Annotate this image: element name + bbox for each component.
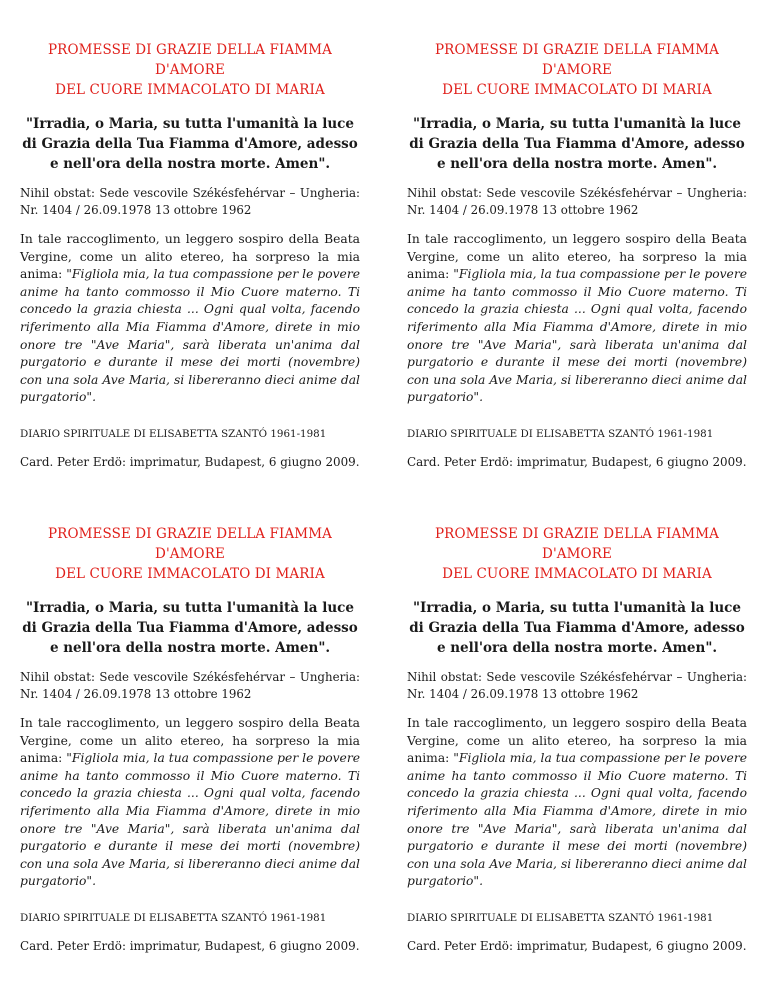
body-intro: In tale raccoglimento, un leggero sospiro della Beata Vergine, come un alito etereo, ha sorpreso la mia anima: bbox=[407, 232, 747, 282]
card-title-line-2: DEL CUORE IMMACOLATO DI MARIA bbox=[442, 82, 712, 98]
body-paragraph bbox=[407, 231, 747, 407]
body-quote: "Figliola mia, la tua compassione per le povere anime ha tanto commosso il Mio Cuore materno. Ti concedo la grazia chiesta ... Ogni qual volta, facendo riferimento alla Mia Fiamma d'Amore, direte in mio onore tre "Ave Maria", sarà liberata un'anima dal purgatorio e durante il mese dei morti (novembre) con una sola Ave Maria, si libereranno dieci anime dal purgatorio". bbox=[20, 267, 360, 405]
body-paragraph bbox=[20, 231, 360, 407]
nihil-obstat: Nihil obstat: Sede vescovile Székésfehérvar – Ungheria: Nr. 1404 / 26.09.1978 13 ottobre 1962 bbox=[407, 186, 747, 217]
body-intro: In tale raccoglimento, un leggero sospiro della Beata Vergine, come un alito etereo, ha sorpreso la mia anima: bbox=[20, 232, 360, 282]
body-intro: In tale raccoglimento, un leggero sospiro della Beata Vergine, come un alito etereo, ha sorpreso la mia anima: bbox=[20, 716, 360, 766]
prayer-text: "Irradia, o Maria, su tutta l'umanità la luce di Grazia della Tua Fiamma d'Amore, adesso e nell'ora della nostra morte. Amen". bbox=[409, 600, 745, 656]
card-title-line-1: PROMESSE DI GRAZIE DELLA FIAMMA D'AMORE bbox=[48, 526, 332, 562]
card-title bbox=[407, 524, 747, 584]
prayer-card bbox=[20, 524, 360, 955]
diary-source: DIARIO SPIRITUALE DI ELISABETTA SZANTÓ 1961-1981 bbox=[20, 427, 327, 440]
prayer-text: "Irradia, o Maria, su tutta l'umanità la luce di Grazia della Tua Fiamma d'Amore, adesso e nell'ora della nostra morte. Amen". bbox=[22, 116, 358, 172]
prayer-card bbox=[407, 40, 747, 471]
card-title bbox=[407, 40, 747, 100]
nihil-obstat: Nihil obstat: Sede vescovile Székésfehérvar – Ungheria: Nr. 1404 / 26.09.1978 13 ottobre 1962 bbox=[20, 670, 360, 701]
prayer-card bbox=[20, 40, 360, 471]
card-title bbox=[20, 524, 360, 584]
card-title-line-2: DEL CUORE IMMACOLATO DI MARIA bbox=[55, 82, 325, 98]
body-quote: "Figliola mia, la tua compassione per le povere anime ha tanto commosso il Mio Cuore materno. Ti concedo la grazia chiesta ... Ogni qual volta, facendo riferimento alla Mia Fiamma d'Amore, direte in mio onore tre "Ave Maria", sarà liberata un'anima dal purgatorio e durante il mese dei morti (novembre) con una sola Ave Maria, si libereranno dieci anime dal purgatorio". bbox=[407, 751, 747, 889]
imprimatur: Card. Peter Erdö: imprimatur, Budapest, 6 giugno 2009. bbox=[407, 454, 747, 469]
imprimatur: Card. Peter Erdö: imprimatur, Budapest, 6 giugno 2009. bbox=[20, 454, 360, 469]
card-title-line-2: DEL CUORE IMMACOLATO DI MARIA bbox=[442, 566, 712, 582]
body-intro: In tale raccoglimento, un leggero sospiro della Beata Vergine, come un alito etereo, ha sorpreso la mia anima: bbox=[407, 716, 747, 766]
card-title bbox=[20, 40, 360, 100]
body-quote: "Figliola mia, la tua compassione per le povere anime ha tanto commosso il Mio Cuore materno. Ti concedo la grazia chiesta ... Ogni qual volta, facendo riferimento alla Mia Fiamma d'Amore, direte in mio onore tre "Ave Maria", sarà liberata un'anima dal purgatorio e durante il mese dei morti (novembre) con una sola Ave Maria, si libereranno dieci anime dal purgatorio". bbox=[407, 267, 747, 405]
nihil-obstat: Nihil obstat: Sede vescovile Székésfehérvar – Ungheria: Nr. 1404 / 26.09.1978 13 ottobre 1962 bbox=[20, 186, 360, 217]
imprimatur: Card. Peter Erdö: imprimatur, Budapest, 6 giugno 2009. bbox=[407, 938, 747, 953]
card-title-line-1: PROMESSE DI GRAZIE DELLA FIAMMA D'AMORE bbox=[435, 42, 719, 78]
nihil-obstat: Nihil obstat: Sede vescovile Székésfehérvar – Ungheria: Nr. 1404 / 26.09.1978 13 ottobre 1962 bbox=[407, 670, 747, 701]
diary-source: DIARIO SPIRITUALE DI ELISABETTA SZANTÓ 1961-1981 bbox=[407, 427, 714, 440]
body-quote: "Figliola mia, la tua compassione per le povere anime ha tanto commosso il Mio Cuore materno. Ti concedo la grazia chiesta ... Ogni qual volta, facendo riferimento alla Mia Fiamma d'Amore, direte in mio onore tre "Ave Maria", sarà liberata un'anima dal purgatorio e durante il mese dei morti (novembre) con una sola Ave Maria, si libereranno dieci anime dal purgatorio". bbox=[20, 751, 360, 889]
card-title-line-1: PROMESSE DI GRAZIE DELLA FIAMMA D'AMORE bbox=[435, 526, 719, 562]
diary-source: DIARIO SPIRITUALE DI ELISABETTA SZANTÓ 1961-1981 bbox=[407, 911, 714, 924]
card-title-line-2: DEL CUORE IMMACOLATO DI MARIA bbox=[55, 566, 325, 582]
prayer-card bbox=[407, 524, 747, 955]
imprimatur: Card. Peter Erdö: imprimatur, Budapest, 6 giugno 2009. bbox=[20, 938, 360, 953]
card-title-line-1: PROMESSE DI GRAZIE DELLA FIAMMA D'AMORE bbox=[48, 42, 332, 78]
body-paragraph bbox=[407, 715, 747, 891]
prayer-text: "Irradia, o Maria, su tutta l'umanità la luce di Grazia della Tua Fiamma d'Amore, adesso e nell'ora della nostra morte. Amen". bbox=[22, 600, 358, 656]
prayer-text: "Irradia, o Maria, su tutta l'umanità la luce di Grazia della Tua Fiamma d'Amore, adesso e nell'ora della nostra morte. Amen". bbox=[409, 116, 745, 172]
diary-source: DIARIO SPIRITUALE DI ELISABETTA SZANTÓ 1961-1981 bbox=[20, 911, 327, 924]
body-paragraph bbox=[20, 715, 360, 891]
